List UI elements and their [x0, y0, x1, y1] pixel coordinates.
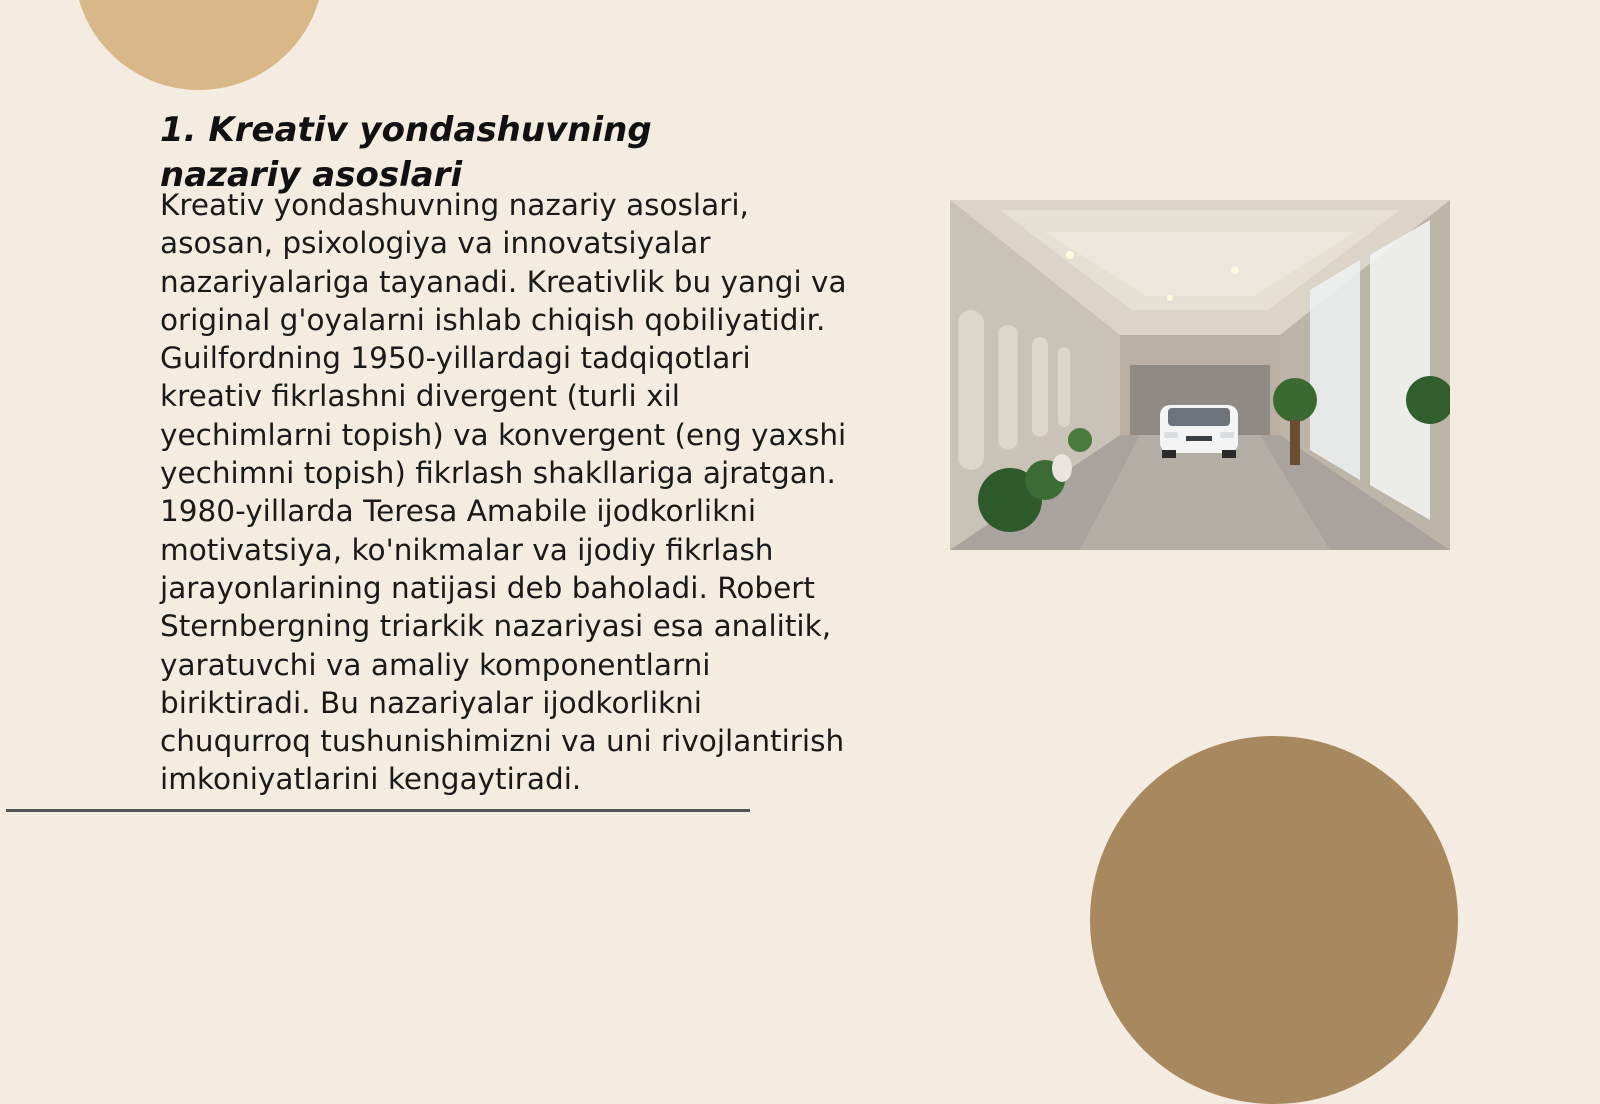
car-icon [1160, 405, 1238, 458]
slide-body-text: Kreativ yondashuvning nazariy asoslari, asosan, psixologiya va innovatsiyalar nazariyalariga tayanadi. Kreativlik bu yangi va original g'oyalarni ishlab chiqish qobiliyatidir. Guilfordning 1950-yillardagi tadqiqotlari kreativ fikrlashni divergent (turli xil yechimlarni topish) va konvergent (eng yaxshi yechimni topish) fikrlash shakllariga ajratgan. 1980-yillarda Teresa Amabile ijodkorlikni motivatsiya, ko'nikmalar va ijodiy fikrlash jarayonlarining natijasi deb baholadi. Robert Sternbergning triarkik nazariyasi esa analitik, yaratuvchi va amaliy komponentlarni biriktiradi. Bu nazariyalar ijodkorlikni chuqurroq tushunishimizni va uni rivojlantirish imkoniyatlarini kengaytiradi. [160, 188, 847, 797]
divider-line [6, 809, 750, 812]
corridor-photo [950, 200, 1450, 550]
slide-title: 1. Kreativ yondashuvning nazariy asoslari [160, 110, 652, 195]
decorative-circle-bottom [1090, 736, 1458, 1104]
decorative-circle-top [74, 0, 324, 90]
